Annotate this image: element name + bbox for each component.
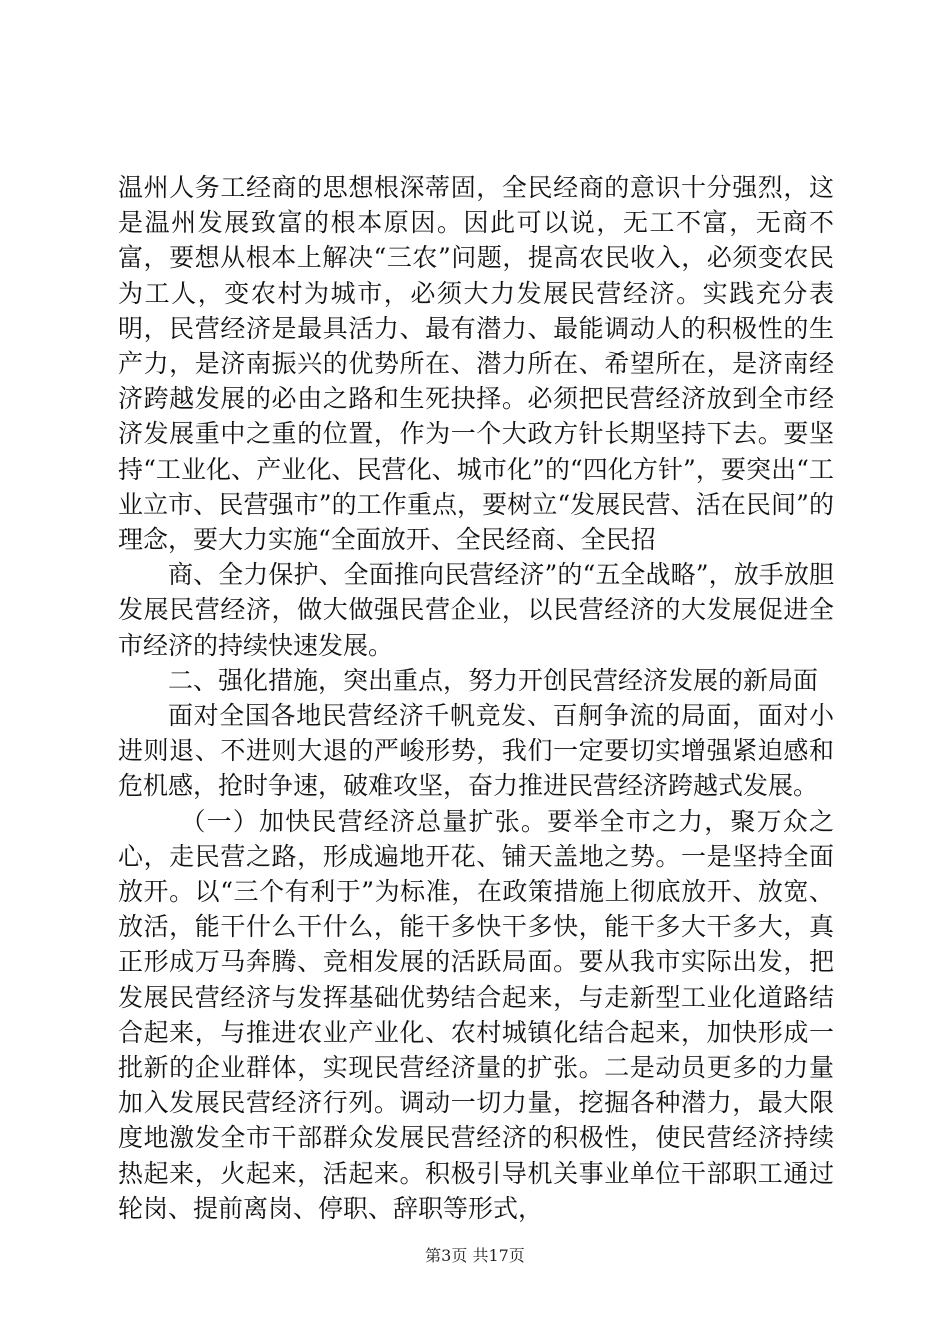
- page-footer: 第3页 共17页: [425, 1246, 525, 1265]
- paragraph-situation: 面对全国各地民营经济千帆竞发、百舸争流的局面，面对小进则退、不进则大退的严峻形势，我们一定要切实增强紧迫感和危机感，抢时争速，破难攻坚，奋力推进民营经济跨越式发展。: [118, 701, 834, 801]
- paragraph-continued-intro: 温州人务工经商的思想根深蒂固，全民经商的意识十分强烈，这是温州发展致富的根本原因。因此可以说，无工不富，无商不富，要想从根本上解决“三农”问题，提高农民收入，必须变农民为工人，变农村为城市，必须大力发展民营经济。实践充分表明，民营经济是最具活力、最有潜力、最能调动人的积极性的生产力，是济南振兴的优势所在、潜力所在、希望所在，是济南经济跨越发展的必由之路和生死抉择。必须把民营经济放到全市经济发展重中之重的位置，作为一个大政方针长期坚持下去。要坚持“工业化、产业化、民营化、城市化”的“四化方针”，要突出“工业立市、民营强市”的工作重点，要树立“发展民营、活在民间”的理念，要大力实施“全面放开、全民经商、全民招: [118, 173, 834, 555]
- document-body: [118, 170, 834, 1226]
- paragraph-five-strategy: 商、全力保护、全面推向民营经济”的“五全战略”，放手放胆发展民营经济，做大做强民营企业，以民营经济的大发展促进全市经济的持续快速发展。: [118, 560, 834, 660]
- section-heading-two: 二、强化措施，突出重点，努力开创民营经济发展的新局面: [168, 665, 819, 695]
- paragraph-subsection-one: （一）加快民营经济总量扩张。要举全市之力，聚万众之心，走民营之路，形成遍地开花、铺天盖地之势。一是坚持全面放开。以“三个有利于”为标准，在政策措施上彻底放开、放宽、放活，能干什么干什么，能干多快干多快，能干多大干多大，真正形成万马奔腾、竞相发展的活跃局面。要从我市实际出发，把发展民营经济与发挥基础优势结合起来，与走新型工业化道路结合起来，与推进农业产业化、农村城镇化结合起来，加快形成一批新的企业群体，实现民营经济量的扩张。二是动员更多的力量加入发展民营经济行列。调动一切力量，挖掘各种潜力，最大限度地激发全市干部群众发展民营经济的积极性，使民营经济持续热起来，火起来，活起来。积极引导机关事业单位干部职工通过轮岗、提前离岗、停职、辞职等形式，: [118, 806, 834, 1223]
